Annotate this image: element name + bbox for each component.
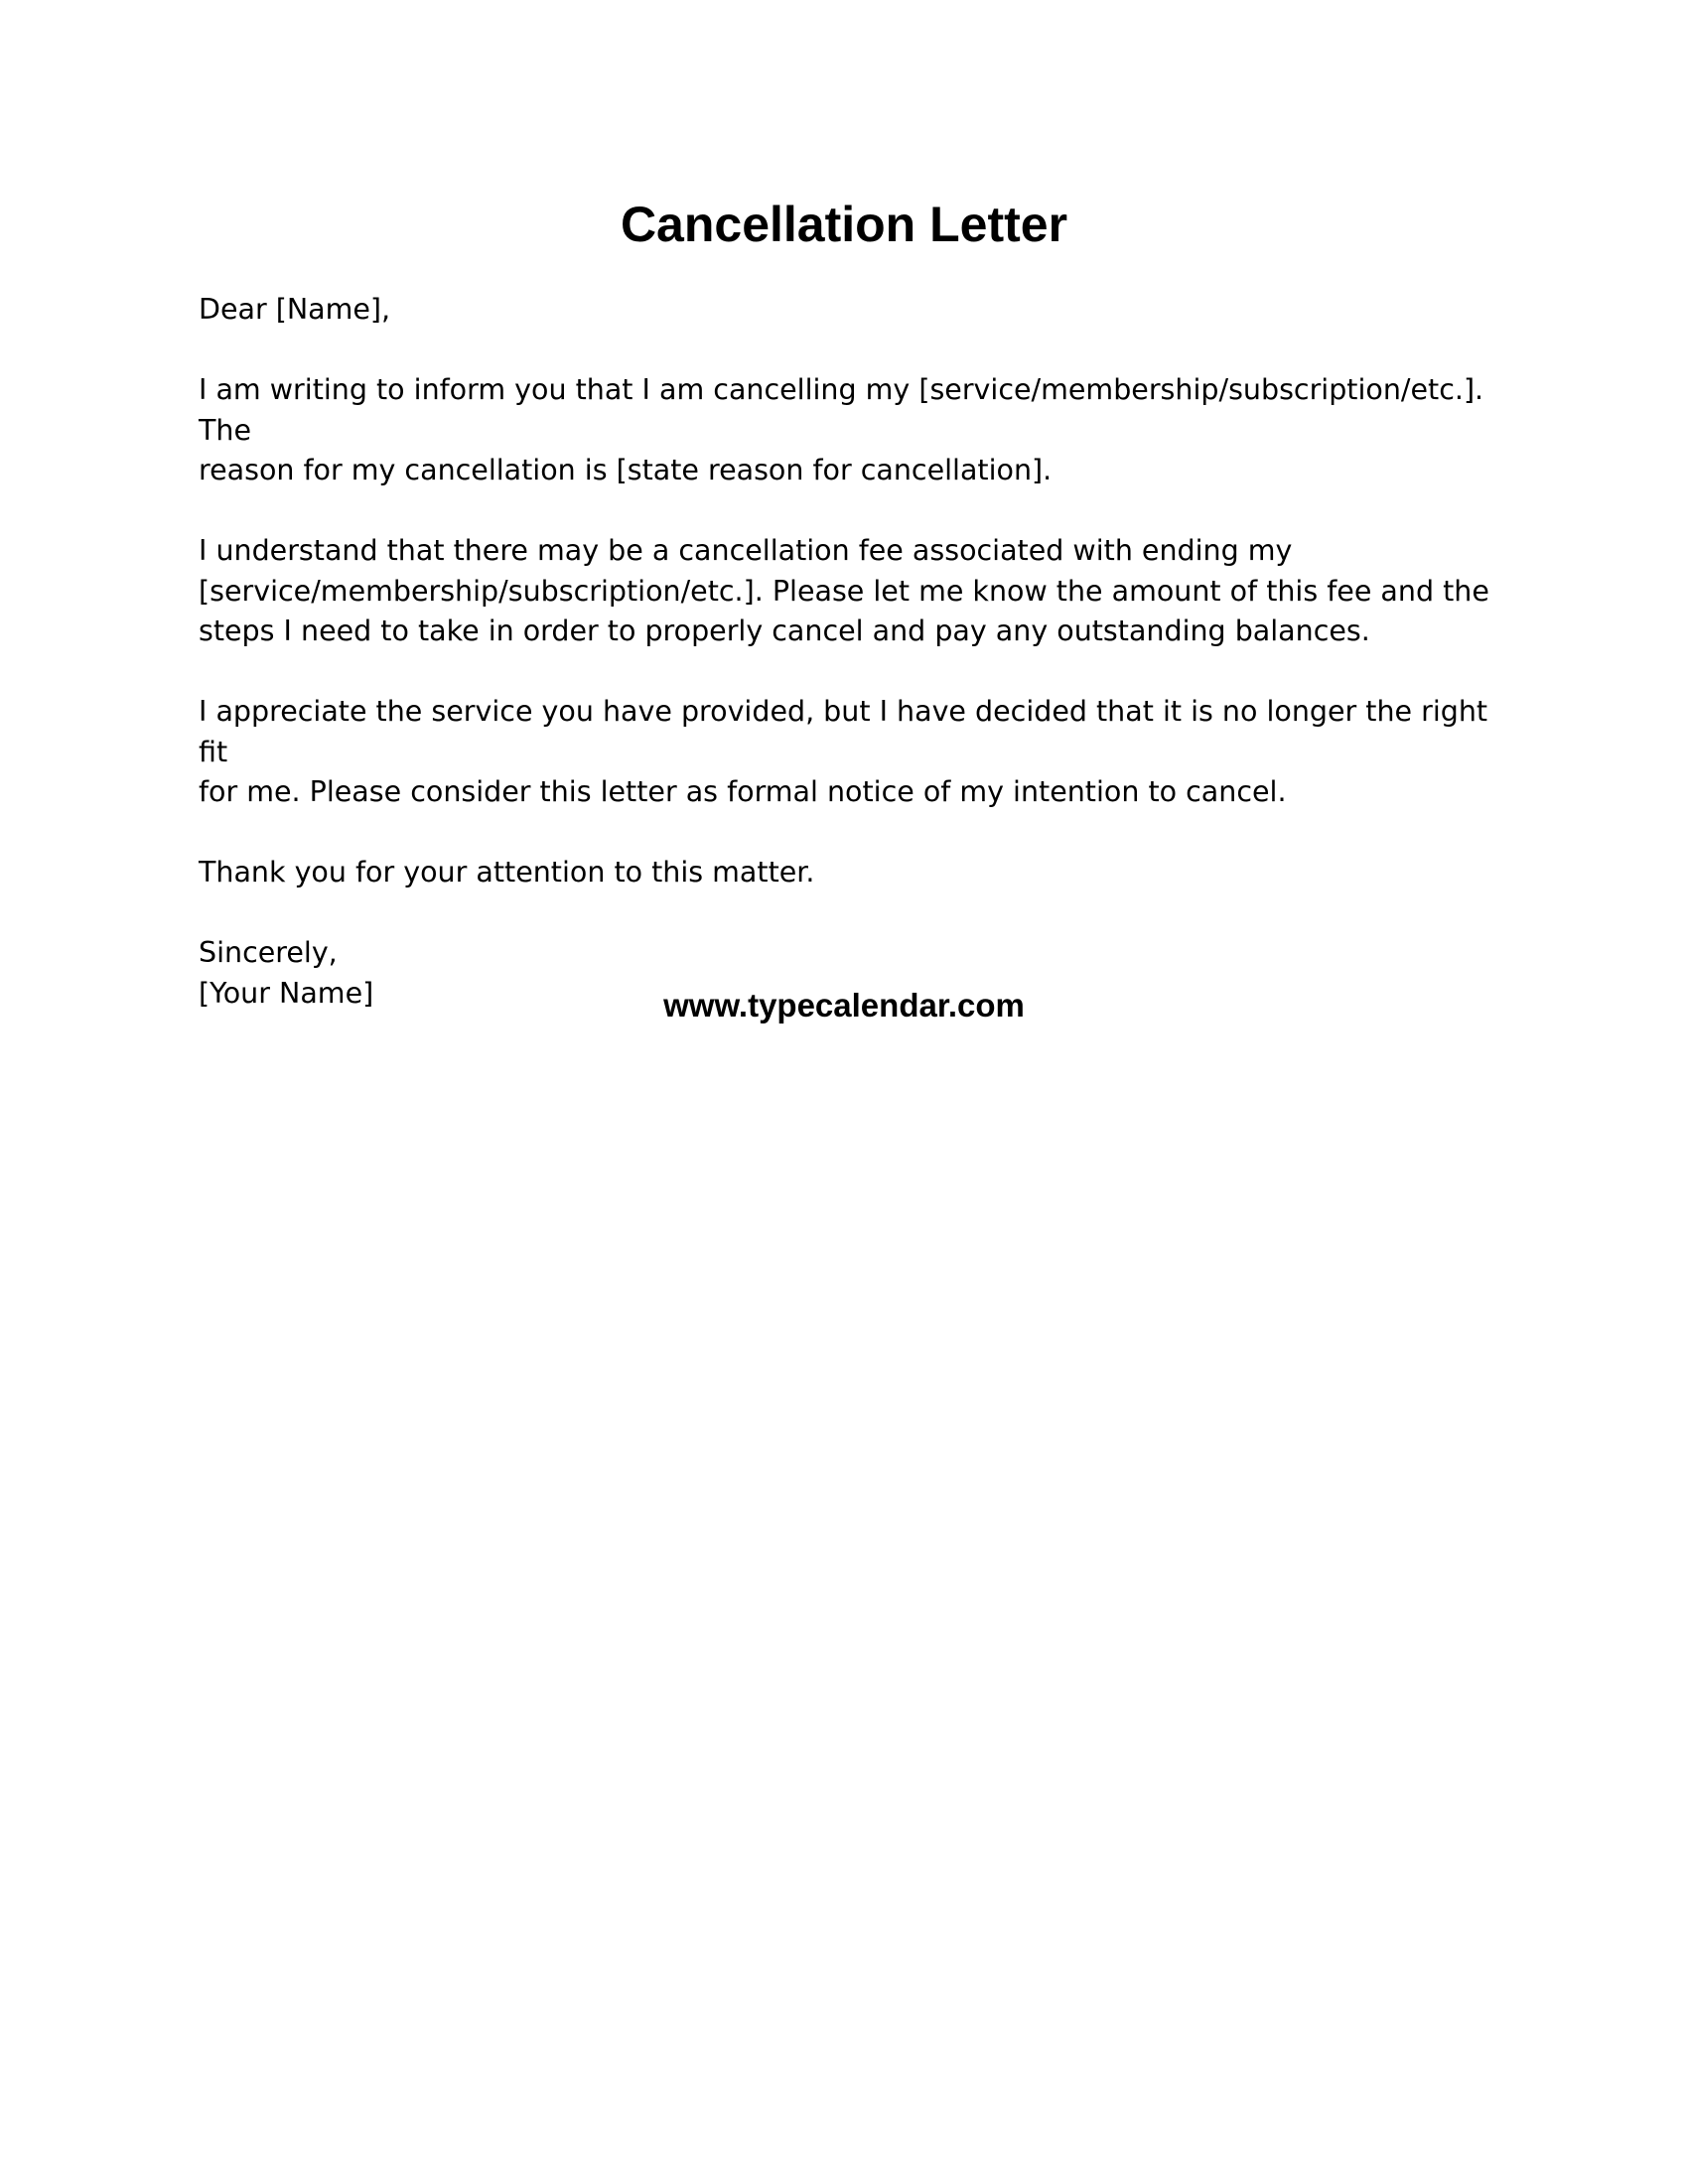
paragraph-line: steps I need to take in order to properly cancel and pay any outstanding balances.	[199, 614, 1370, 647]
website-link[interactable]: www.typecalendar.com	[663, 987, 1025, 1024]
paragraph-intent	[199, 370, 1489, 491]
paragraph-fee	[199, 531, 1489, 652]
paragraph-line: [service/membership/subscription/etc.]. Please let me know the amount of this fee and the	[199, 574, 1489, 608]
paragraph-line: I am writing to inform you that I am cancelling my [service/membership/subscription/etc.]. The	[199, 373, 1484, 447]
closing: Sincerely,	[199, 936, 338, 969]
paragraph-notice	[199, 692, 1489, 813]
paragraph-line: I appreciate the service you have provided, but I have decided that it is no longer the right fit	[199, 695, 1488, 768]
letter-body	[199, 290, 1489, 1014]
paragraph-line: for me. Please consider this letter as formal notice of my intention to cancel.	[199, 775, 1287, 808]
salutation: Dear [Name],	[199, 293, 391, 326]
paragraph-line: I understand that there may be a cancellation fee associated with ending my	[199, 534, 1293, 567]
paragraph-line: Thank you for your attention to this matter.	[199, 856, 815, 888]
page-title: Cancellation Letter	[620, 197, 1068, 252]
signature: [Your Name]	[199, 976, 374, 1010]
paragraph-line: reason for my cancellation is [state reason for cancellation].	[199, 454, 1053, 486]
paragraph-thanks	[199, 853, 1489, 893]
